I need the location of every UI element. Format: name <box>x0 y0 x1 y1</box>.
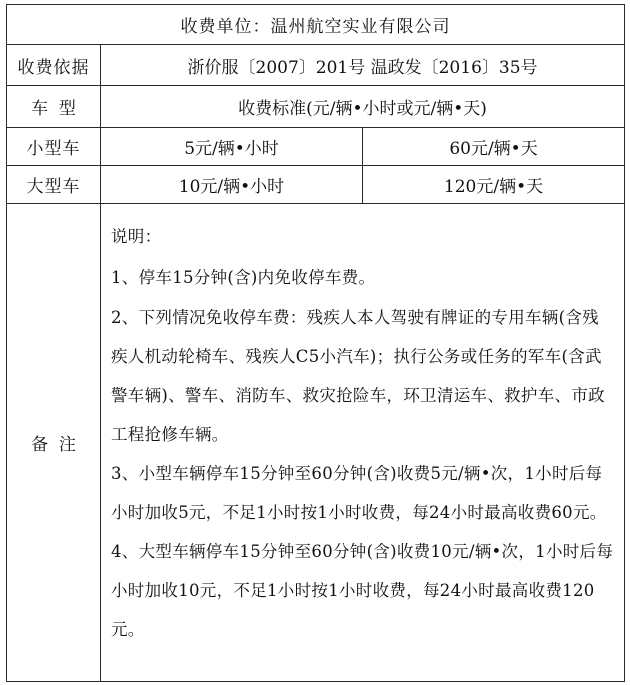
vehicle-type-row <box>7 86 625 128</box>
basis-value: 浙价服〔2007〕201号 温政发〔2016〕35号 <box>101 45 625 86</box>
remark-item-4: 4、大型车辆停车15分钟至60分钟(含)收费10元/辆•次，1小时后每小时加收10元，不足1小时按1小时收费，每24小时最高收费120元。 <box>111 542 614 639</box>
vehicle-type-label: 车 型 <box>7 86 101 128</box>
charging-unit-cell: 收费单位：温州航空实业有限公司 <box>7 5 625 45</box>
small-vehicle-hourly-rate: 5元/辆•小时 <box>101 128 363 166</box>
remark-item-1: 1、停车15分钟(含)内免收停车费。 <box>111 267 376 287</box>
large-vehicle-daily-rate: 120元/辆•天 <box>363 166 625 204</box>
remarks-row <box>7 204 625 682</box>
small-vehicle-row <box>7 128 625 166</box>
header-row <box>7 5 625 45</box>
small-vehicle-type: 小型车 <box>7 128 101 166</box>
remarks-label: 备 注 <box>7 204 101 682</box>
large-vehicle-row <box>7 166 625 204</box>
remark-item-2: 2、下列情况免收停车费：残疾人本人驾驶有牌证的专用车辆(含残疾人机动轮椅车、残疾人C5小汽车)；执行公务或任务的军车(含武警车辆)、警车、消防车、救灾抢险车，环卫清运车、救护车、市政工程抢修车辆。 <box>111 308 605 444</box>
large-vehicle-hourly-rate: 10元/辆•小时 <box>101 166 363 204</box>
parking-fee-table <box>6 4 625 682</box>
basis-row <box>7 45 625 86</box>
remarks-title: 说明： <box>111 227 162 246</box>
remark-item-3: 3、小型车辆停车15分钟至60分钟(含)收费5元/辆•次，1小时后每小时加收5元，不足1小时按1小时收费，每24小时最高收费60元。 <box>111 464 607 522</box>
basis-label: 收费依据 <box>7 45 101 86</box>
large-vehicle-type: 大型车 <box>7 166 101 204</box>
fee-standard-label: 收费标准(元/辆•小时或元/辆•天) <box>101 86 625 128</box>
small-vehicle-daily-rate: 60元/辆•天 <box>363 128 625 166</box>
remarks-content <box>101 204 625 682</box>
